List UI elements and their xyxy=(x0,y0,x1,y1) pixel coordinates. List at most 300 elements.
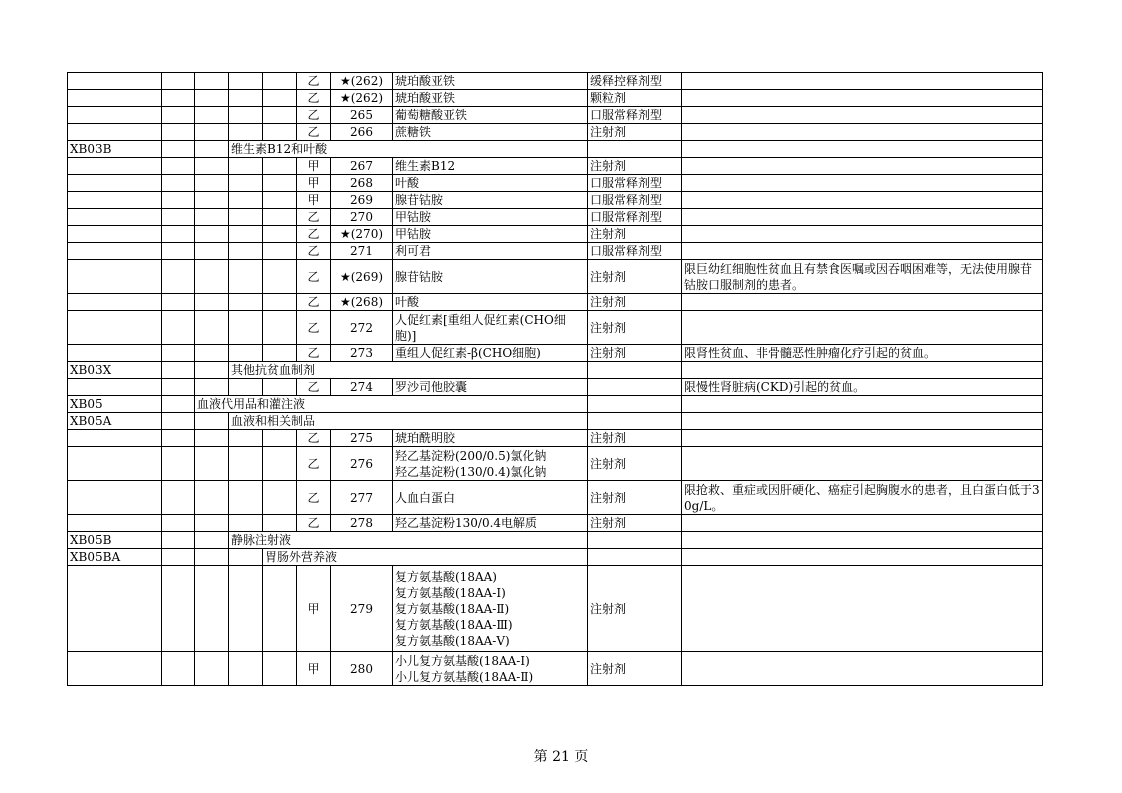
drug-name-line: 腺苷钴胺 xyxy=(395,269,444,284)
remark xyxy=(682,311,1043,345)
category-code-text: XB05 xyxy=(70,397,103,411)
empty-cell xyxy=(682,362,1043,379)
empty-cell xyxy=(263,345,297,362)
drug-name-line: 重组人促红素-β(CHO细胞) xyxy=(395,346,541,360)
drug-row xyxy=(68,226,1043,243)
drug-number xyxy=(331,260,393,294)
dosage-form xyxy=(588,481,682,515)
drug-number-text: 270 xyxy=(350,210,373,224)
empty-cell xyxy=(162,175,195,192)
drug-number xyxy=(331,243,393,260)
category-code-text: XB05B xyxy=(70,533,112,547)
drug-name-line: 羟乙基淀粉(200/0.5)氯化钠 xyxy=(395,448,547,463)
drug-name xyxy=(393,311,588,345)
empty-cell xyxy=(162,192,195,209)
drug-name xyxy=(393,175,588,192)
drug-name xyxy=(393,515,588,532)
drug-level-text: 乙 xyxy=(307,108,320,122)
drug-number xyxy=(331,90,393,107)
drug-name-line: 罗沙司他胶囊 xyxy=(395,380,468,394)
drug-number-text: ★(269) xyxy=(339,269,384,284)
empty-cell xyxy=(263,192,297,209)
empty-cell xyxy=(263,107,297,124)
drug-number-text: ★(268) xyxy=(339,295,384,309)
empty-cell xyxy=(263,90,297,107)
category-name xyxy=(263,549,393,566)
empty-cell xyxy=(162,566,195,652)
empty-cell xyxy=(229,209,263,226)
drug-number xyxy=(331,209,393,226)
dosage-form-text: 注射剂 xyxy=(590,431,627,445)
dosage-form-text: 注射剂 xyxy=(590,490,627,505)
remark xyxy=(682,192,1043,209)
drug-name-line: 琥珀酸亚铁 xyxy=(395,91,456,105)
drug-level-text: 乙 xyxy=(307,125,320,139)
remark xyxy=(682,90,1043,107)
empty-cell xyxy=(68,192,162,209)
empty-cell xyxy=(162,226,195,243)
empty-cell xyxy=(229,158,263,175)
empty-cell xyxy=(682,413,1043,430)
empty-cell xyxy=(195,175,229,192)
page-number: 第 21 页 xyxy=(533,749,589,765)
empty-cell xyxy=(263,243,297,260)
drug-number xyxy=(331,566,393,652)
empty-cell xyxy=(195,243,229,260)
drug-level xyxy=(297,192,331,209)
empty-cell xyxy=(393,413,588,430)
empty-cell xyxy=(393,396,588,413)
drug-name-line: 蔗糖铁 xyxy=(395,125,432,139)
empty-cell xyxy=(162,532,195,549)
drug-row xyxy=(68,430,1043,447)
category-code-text: XB05BA xyxy=(70,550,121,564)
empty-cell xyxy=(195,209,229,226)
category-name xyxy=(229,362,393,379)
remark-text: 限慢性肾脏病(CKD)引起的贫血。 xyxy=(684,380,866,394)
drug-level xyxy=(297,73,331,90)
empty-cell xyxy=(162,209,195,226)
empty-cell xyxy=(682,532,1043,549)
drug-level xyxy=(297,430,331,447)
drug-level xyxy=(297,175,331,192)
drug-name xyxy=(393,447,588,481)
drug-row xyxy=(68,294,1043,311)
empty-cell xyxy=(162,294,195,311)
drug-level-text: 乙 xyxy=(307,269,320,284)
empty-cell xyxy=(588,532,682,549)
empty-cell xyxy=(682,549,1043,566)
category-name-text: 静脉注射液 xyxy=(231,533,292,547)
remark xyxy=(682,515,1043,532)
dosage-form-text: 注射剂 xyxy=(590,661,627,676)
drug-name-line: 复方氨基酸(18AA-Ⅱ) xyxy=(395,601,510,616)
empty-cell xyxy=(263,209,297,226)
drug-name xyxy=(393,226,588,243)
dosage-form xyxy=(588,107,682,124)
drug-name xyxy=(393,158,588,175)
empty-cell xyxy=(195,413,229,430)
drug-number-text: 274 xyxy=(350,380,373,394)
drug-number-text: 265 xyxy=(350,108,373,122)
empty-cell xyxy=(68,515,162,532)
drug-number-text: 277 xyxy=(350,490,373,505)
empty-cell xyxy=(162,260,195,294)
remark xyxy=(682,73,1043,90)
empty-cell xyxy=(195,515,229,532)
drug-number-text: 272 xyxy=(350,320,373,335)
empty-cell xyxy=(195,447,229,481)
empty-cell xyxy=(195,90,229,107)
drug-number xyxy=(331,481,393,515)
drug-level xyxy=(297,481,331,515)
drug-name-line: 羟乙基淀粉130/0.4电解质 xyxy=(395,516,538,530)
empty-cell xyxy=(229,294,263,311)
empty-cell xyxy=(263,652,297,686)
drug-level xyxy=(297,226,331,243)
drug-name-line: 葡萄糖酸亚铁 xyxy=(395,108,468,122)
drug-level-text: 乙 xyxy=(307,431,320,445)
drug-name-line: 腺苷钴胺 xyxy=(395,193,444,207)
drug-name-line: 复方氨基酸(18AA-Ⅰ) xyxy=(395,585,506,600)
drug-name-line: 复方氨基酸(18AA) xyxy=(395,569,497,584)
empty-cell xyxy=(195,73,229,90)
empty-cell xyxy=(162,243,195,260)
drug-name-line: 复方氨基酸(18AA-Ⅲ) xyxy=(395,617,513,632)
empty-cell xyxy=(229,107,263,124)
empty-cell xyxy=(68,226,162,243)
empty-cell xyxy=(229,549,263,566)
empty-cell xyxy=(68,430,162,447)
dosage-form-text: 注射剂 xyxy=(590,295,627,309)
drug-level-text: 乙 xyxy=(307,210,320,224)
empty-cell xyxy=(68,260,162,294)
drug-row xyxy=(68,243,1043,260)
dosage-form xyxy=(588,158,682,175)
dosage-form-text: 注射剂 xyxy=(590,125,627,139)
drug-number xyxy=(331,311,393,345)
empty-cell xyxy=(588,141,682,158)
remark xyxy=(682,260,1043,294)
empty-cell xyxy=(68,652,162,686)
empty-cell xyxy=(263,566,297,652)
drug-level xyxy=(297,260,331,294)
drug-level xyxy=(297,345,331,362)
drug-level-text: 乙 xyxy=(307,244,320,258)
remark xyxy=(682,124,1043,141)
drug-number xyxy=(331,192,393,209)
table-body xyxy=(68,73,1043,686)
empty-cell xyxy=(229,73,263,90)
empty-cell xyxy=(393,362,588,379)
drug-number xyxy=(331,652,393,686)
drug-level xyxy=(297,447,331,481)
dosage-form xyxy=(588,175,682,192)
empty-cell xyxy=(195,141,229,158)
drug-level-text: 甲 xyxy=(307,176,320,190)
empty-cell xyxy=(162,447,195,481)
drug-name xyxy=(393,90,588,107)
empty-cell xyxy=(263,124,297,141)
empty-cell xyxy=(68,566,162,652)
empty-cell xyxy=(229,243,263,260)
drug-row xyxy=(68,90,1043,107)
dosage-form xyxy=(588,515,682,532)
empty-cell xyxy=(263,294,297,311)
empty-cell xyxy=(195,311,229,345)
category-name-text: 血液代用品和灌注液 xyxy=(197,397,306,411)
empty-cell xyxy=(263,311,297,345)
drug-name xyxy=(393,243,588,260)
drug-row xyxy=(68,447,1043,481)
empty-cell xyxy=(68,243,162,260)
drug-level-text: 乙 xyxy=(307,295,320,309)
empty-cell xyxy=(229,379,263,396)
drug-name-line: 小儿复方氨基酸(18AA-Ⅱ) xyxy=(395,669,534,684)
category-name xyxy=(229,413,393,430)
drug-number xyxy=(331,226,393,243)
drug-row xyxy=(68,652,1043,686)
remark-text: 限巨幼红细胞性贫血且有禁食医嘱或因吞咽困难等，无法使用腺苷钴胺口服制剂的患者。 xyxy=(684,261,1033,292)
drug-number-text: 279 xyxy=(350,601,373,616)
category-row xyxy=(68,413,1043,430)
empty-cell xyxy=(229,226,263,243)
empty-cell xyxy=(68,294,162,311)
drug-name-line: 小儿复方氨基酸(18AA-Ⅰ) xyxy=(395,653,530,668)
drug-level-text: 乙 xyxy=(307,320,320,335)
empty-cell xyxy=(195,124,229,141)
drug-row xyxy=(68,175,1043,192)
drug-level xyxy=(297,652,331,686)
remark xyxy=(682,107,1043,124)
drug-number-text: 266 xyxy=(350,125,373,139)
drug-number xyxy=(331,447,393,481)
empty-cell xyxy=(393,141,588,158)
empty-cell xyxy=(162,311,195,345)
remark xyxy=(682,481,1043,515)
drug-name-line: 叶酸 xyxy=(395,295,420,309)
empty-cell xyxy=(68,447,162,481)
category-code-text: XB03B xyxy=(70,142,112,156)
empty-cell xyxy=(229,447,263,481)
drug-name xyxy=(393,481,588,515)
empty-cell xyxy=(195,532,229,549)
drug-level xyxy=(297,515,331,532)
empty-cell xyxy=(68,73,162,90)
empty-cell xyxy=(68,345,162,362)
empty-cell xyxy=(229,652,263,686)
empty-cell xyxy=(229,345,263,362)
category-code xyxy=(68,362,162,379)
drug-level xyxy=(297,311,331,345)
drug-number xyxy=(331,124,393,141)
drug-row xyxy=(68,260,1043,294)
drug-row xyxy=(68,345,1043,362)
empty-cell xyxy=(68,90,162,107)
empty-cell xyxy=(195,192,229,209)
drug-number-text: 271 xyxy=(350,244,373,258)
remark xyxy=(682,243,1043,260)
remark xyxy=(682,652,1043,686)
drug-level-text: 甲 xyxy=(307,601,320,616)
empty-cell xyxy=(162,379,195,396)
empty-cell xyxy=(195,379,229,396)
drug-name xyxy=(393,345,588,362)
drug-name-line: 复方氨基酸(18AA-Ⅴ) xyxy=(395,633,510,648)
category-code xyxy=(68,396,162,413)
empty-cell xyxy=(588,396,682,413)
category-row xyxy=(68,549,1043,566)
category-code xyxy=(68,532,162,549)
empty-cell xyxy=(68,107,162,124)
drug-name-line: 羟乙基淀粉(130/0.4)氯化钠 xyxy=(395,464,547,479)
drug-number xyxy=(331,430,393,447)
drug-name xyxy=(393,260,588,294)
empty-cell xyxy=(588,549,682,566)
dosage-form xyxy=(588,566,682,652)
drug-level-text: 乙 xyxy=(307,380,320,394)
drug-level-text: 乙 xyxy=(307,346,320,360)
drug-level xyxy=(297,90,331,107)
drug-name xyxy=(393,294,588,311)
empty-cell xyxy=(195,566,229,652)
empty-cell xyxy=(263,158,297,175)
empty-cell xyxy=(162,141,195,158)
empty-cell xyxy=(229,124,263,141)
empty-cell xyxy=(195,481,229,515)
drug-level xyxy=(297,107,331,124)
drug-level-text: 乙 xyxy=(307,91,320,105)
category-code xyxy=(68,141,162,158)
remark xyxy=(682,209,1043,226)
empty-cell xyxy=(682,396,1043,413)
category-code xyxy=(68,549,162,566)
drug-number-text: 268 xyxy=(350,176,373,190)
drug-level xyxy=(297,209,331,226)
dosage-form-text: 口服常释剂型 xyxy=(590,244,663,258)
empty-cell xyxy=(195,260,229,294)
empty-cell xyxy=(229,260,263,294)
category-row xyxy=(68,141,1043,158)
empty-cell xyxy=(162,396,195,413)
remark-text: 限肾性贫血、非骨髓恶性肿瘤化疗引起的贫血。 xyxy=(684,346,937,360)
empty-cell xyxy=(229,566,263,652)
dosage-form-text: 注射剂 xyxy=(590,456,627,471)
empty-cell xyxy=(263,430,297,447)
empty-cell xyxy=(162,652,195,686)
drug-name-line: 琥珀酸亚铁 xyxy=(395,74,456,88)
empty-cell xyxy=(263,175,297,192)
drug-name-line: 甲钴胺 xyxy=(395,210,432,224)
empty-cell xyxy=(162,549,195,566)
dosage-form xyxy=(588,311,682,345)
drug-number xyxy=(331,294,393,311)
drug-level-text: 甲 xyxy=(307,661,320,676)
empty-cell xyxy=(263,73,297,90)
category-row xyxy=(68,396,1043,413)
dosage-form-text: 口服常释剂型 xyxy=(590,193,663,207)
drug-row xyxy=(68,192,1043,209)
drug-number-text: 278 xyxy=(350,516,373,530)
drug-number-text: 273 xyxy=(350,346,373,360)
empty-cell xyxy=(162,73,195,90)
drug-row xyxy=(68,311,1043,345)
empty-cell xyxy=(162,430,195,447)
drug-number-text: 280 xyxy=(350,661,373,676)
drug-level-text: 乙 xyxy=(307,227,320,241)
empty-cell xyxy=(263,447,297,481)
remark xyxy=(682,345,1043,362)
empty-cell xyxy=(195,158,229,175)
drug-name xyxy=(393,209,588,226)
drug-row xyxy=(68,73,1043,90)
drug-name xyxy=(393,192,588,209)
drug-name xyxy=(393,430,588,447)
drug-name-line: 叶酸 xyxy=(395,176,420,190)
empty-cell xyxy=(263,481,297,515)
drug-number xyxy=(331,379,393,396)
empty-cell xyxy=(195,294,229,311)
drug-row xyxy=(68,379,1043,396)
drug-row xyxy=(68,566,1043,652)
empty-cell xyxy=(229,192,263,209)
drug-level-text: 乙 xyxy=(307,516,320,530)
dosage-form xyxy=(588,294,682,311)
drug-number-text: 276 xyxy=(350,456,373,471)
remark xyxy=(682,175,1043,192)
remark xyxy=(682,294,1043,311)
dosage-form xyxy=(588,209,682,226)
empty-cell xyxy=(195,362,229,379)
drug-name xyxy=(393,107,588,124)
empty-cell xyxy=(263,260,297,294)
dosage-form xyxy=(588,243,682,260)
empty-cell xyxy=(162,362,195,379)
empty-cell xyxy=(162,515,195,532)
drug-level-text: 甲 xyxy=(307,159,320,173)
category-code-text: XB05A xyxy=(70,414,112,428)
drug-row xyxy=(68,209,1043,226)
empty-cell xyxy=(68,379,162,396)
drug-row xyxy=(68,124,1043,141)
drug-name xyxy=(393,652,588,686)
dosage-form xyxy=(588,345,682,362)
category-row xyxy=(68,532,1043,549)
category-name xyxy=(195,396,393,413)
drug-level xyxy=(297,566,331,652)
dosage-form-text: 注射剂 xyxy=(590,269,627,284)
empty-cell xyxy=(229,481,263,515)
empty-cell xyxy=(162,158,195,175)
dosage-form-text: 注射剂 xyxy=(590,601,627,616)
empty-cell xyxy=(195,345,229,362)
empty-cell xyxy=(162,107,195,124)
remark xyxy=(682,447,1043,481)
category-name-text: 胃肠外营养液 xyxy=(265,550,338,564)
drug-level-text: 乙 xyxy=(307,74,320,88)
drug-row xyxy=(68,158,1043,175)
drug-level-text: 乙 xyxy=(307,456,320,471)
dosage-form-text: 缓释控释剂型 xyxy=(590,74,663,88)
empty-cell xyxy=(682,141,1043,158)
empty-cell xyxy=(68,209,162,226)
empty-cell xyxy=(162,90,195,107)
empty-cell xyxy=(229,515,263,532)
empty-cell xyxy=(229,90,263,107)
drug-level xyxy=(297,124,331,141)
drug-level-text: 甲 xyxy=(307,193,320,207)
empty-cell xyxy=(588,413,682,430)
